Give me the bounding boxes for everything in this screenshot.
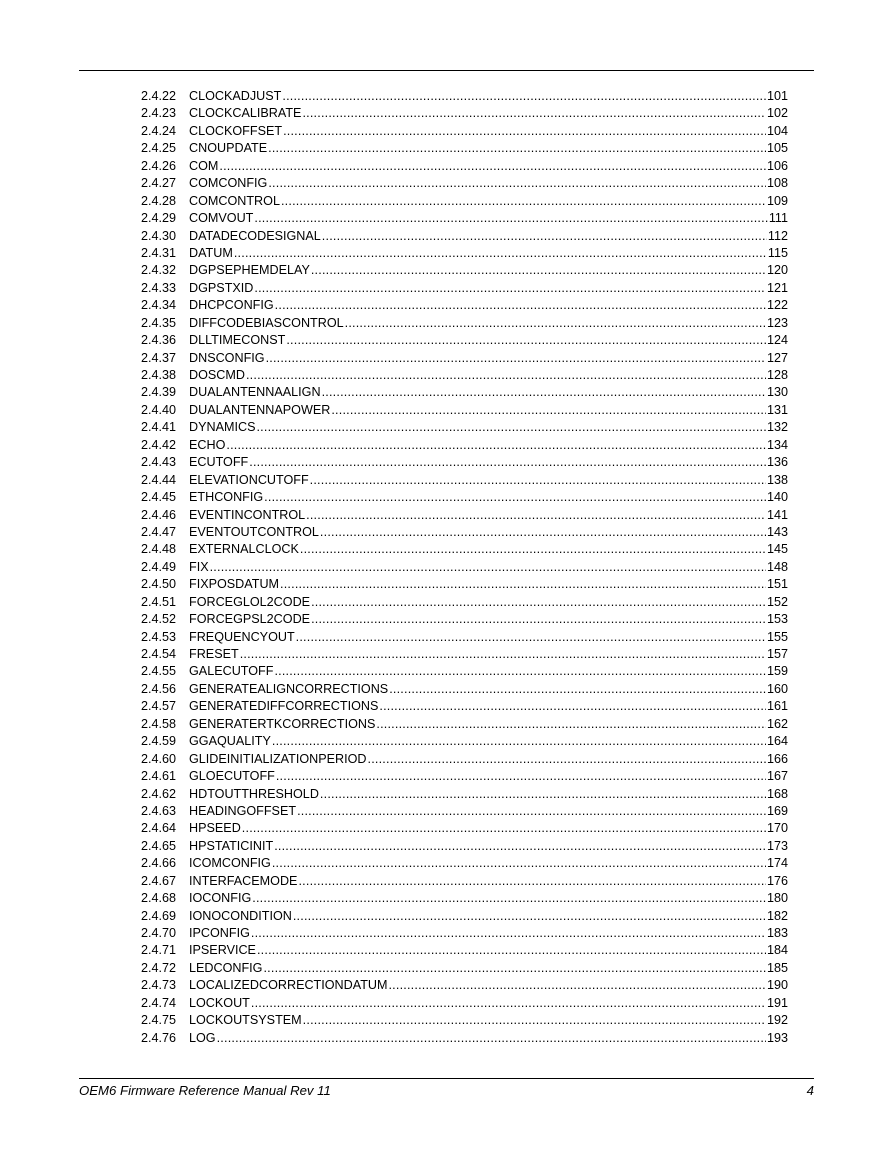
toc-entry[interactable] (141, 960, 788, 977)
toc-dot-leader (311, 594, 766, 611)
toc-dot-leader (286, 332, 766, 349)
toc-dot-leader (320, 786, 766, 803)
toc-entry-title[interactable]: COM (189, 158, 219, 173)
toc-entry[interactable] (141, 594, 788, 611)
toc-entry-number: 2.4.47 (141, 524, 177, 539)
toc-entry-number: 2.4.22 (141, 89, 177, 103)
toc-entry-page[interactable]: 131 (766, 402, 788, 417)
toc-entry[interactable] (141, 751, 788, 768)
toc-entry-number: 2.4.75 (141, 1013, 177, 1028)
toc-entry[interactable] (141, 367, 788, 384)
toc-entry-number: 2.4.52 (141, 612, 177, 627)
toc-dot-leader (226, 437, 766, 454)
toc-dot-leader (379, 698, 766, 715)
toc-entry-page[interactable]: 104 (766, 123, 788, 138)
footer-rule (79, 1078, 814, 1079)
toc-entry-title[interactable]: COMCONTROL (189, 193, 280, 208)
toc-entry-page[interactable]: 148 (766, 559, 788, 574)
toc-entry[interactable] (141, 228, 788, 245)
toc-entry[interactable] (141, 245, 788, 262)
toc-entry-page[interactable]: 141 (766, 507, 788, 522)
toc-entry-title[interactable]: LOCALIZEDCORRECTIONDATUM (189, 978, 388, 993)
toc-dot-leader (368, 751, 766, 768)
toc-entry-title[interactable]: GLIDEINITIALIZATIONPERIOD (189, 751, 367, 766)
toc-entry-number: 2.4.58 (141, 716, 177, 731)
toc-dot-leader (219, 158, 766, 175)
toc-dot-leader (266, 350, 766, 367)
toc-dot-leader (252, 890, 766, 907)
toc-entry-number: 2.4.51 (141, 594, 177, 609)
toc-entry-number: 2.4.53 (141, 629, 177, 644)
toc-entry-page[interactable]: 145 (766, 542, 788, 557)
toc-entry-title[interactable]: ELEVATIONCUTOFF (189, 472, 309, 487)
toc-entry[interactable] (141, 1030, 788, 1047)
toc-entry-title[interactable]: DUALANTENNAALIGN (189, 385, 321, 400)
toc-entry-number: 2.4.54 (141, 647, 177, 661)
toc-entry-number: 2.4.59 (141, 734, 177, 749)
toc-entry-page[interactable]: 108 (766, 176, 788, 191)
toc-entry-number: 2.4.63 (141, 803, 177, 818)
toc-dot-leader (276, 768, 766, 785)
toc-dot-leader (311, 611, 766, 628)
toc-dot-leader (263, 960, 766, 977)
toc-entry[interactable] (141, 193, 788, 210)
toc-entry[interactable] (141, 611, 788, 628)
toc-entry-title[interactable]: GLOECUTOFF (189, 769, 275, 784)
toc-dot-leader (306, 507, 766, 524)
toc-dot-leader (210, 559, 766, 576)
toc-entry-title[interactable]: DGPSTXID (189, 280, 254, 295)
toc-dot-leader (251, 995, 766, 1012)
toc-entry-number: 2.4.57 (141, 699, 177, 714)
toc-entry[interactable] (141, 350, 788, 367)
toc-entry-number: 2.4.29 (141, 211, 177, 226)
toc-entry-title[interactable]: ECHO (189, 437, 226, 452)
toc-entry[interactable] (141, 786, 788, 803)
toc-entry-number: 2.4.64 (141, 821, 177, 836)
toc-entry-number: 2.4.49 (141, 559, 177, 574)
toc-entry-page[interactable]: 157 (766, 647, 788, 661)
toc-entry-number: 2.4.61 (141, 769, 177, 784)
toc-entry-page[interactable]: 193 (766, 1030, 788, 1045)
toc-entry-title[interactable]: FIXPOSDATUM (189, 577, 280, 592)
toc-entry-title[interactable]: LOCKOUT (189, 995, 250, 1010)
toc-entry-number: 2.4.66 (141, 856, 177, 871)
toc-dot-leader (280, 576, 766, 593)
toc-entry[interactable] (141, 524, 788, 541)
toc-entry[interactable] (141, 995, 788, 1012)
toc-entry-title[interactable]: HEADINGOFFSET (189, 803, 297, 818)
toc-entry-title[interactable]: DHCPCONFIG (189, 298, 274, 313)
toc-dot-leader (376, 716, 766, 733)
toc-entry-title[interactable]: COMVOUT (189, 211, 254, 226)
toc-entry[interactable] (141, 332, 788, 349)
toc-entry-title[interactable]: DATUM (189, 245, 233, 260)
toc-entry[interactable] (141, 175, 788, 192)
toc-entry-page[interactable]: 132 (766, 420, 788, 435)
toc-entry-number: 2.4.26 (141, 158, 177, 173)
toc-dot-leader (389, 681, 766, 698)
toc-dot-leader (254, 280, 766, 297)
toc-dot-leader (345, 315, 766, 332)
toc-entry-number: 2.4.65 (141, 838, 177, 853)
toc-entry-page[interactable]: 128 (766, 368, 788, 382)
toc-dot-leader (303, 1012, 766, 1029)
toc-dot-leader (268, 140, 766, 157)
toc-entry-page[interactable]: 140 (766, 490, 788, 505)
toc-entry-number: 2.4.55 (141, 664, 177, 679)
toc-dot-leader (234, 245, 767, 262)
toc-entry[interactable] (141, 873, 788, 890)
toc-entry-page[interactable]: 159 (766, 664, 788, 679)
toc-entry[interactable] (141, 716, 788, 733)
toc-entry[interactable] (141, 472, 788, 489)
toc-entry[interactable] (141, 576, 788, 593)
toc-dot-leader (217, 1030, 766, 1047)
toc-entry-number: 2.4.39 (141, 385, 177, 400)
toc-entry[interactable] (141, 280, 788, 297)
toc-entry-page[interactable]: 169 (766, 803, 788, 818)
toc-entry-page[interactable]: 112 (767, 228, 788, 243)
toc-entry-page[interactable]: 106 (766, 158, 788, 173)
toc-entry-page[interactable]: 105 (766, 141, 788, 156)
toc-entry-page[interactable]: 184 (766, 943, 788, 958)
toc-entry-title[interactable]: FORCEGLOL2CODE (189, 594, 311, 609)
toc-dot-leader (274, 663, 766, 680)
toc-entry-page[interactable]: 102 (766, 106, 788, 121)
toc-dot-leader (322, 228, 767, 245)
toc-entry-title[interactable]: DIFFCODEBIASCONTROL (189, 315, 344, 330)
toc-entry-title[interactable]: DUALANTENNAPOWER (189, 402, 331, 417)
toc-entry-page[interactable]: 101 (766, 89, 788, 103)
toc-entry[interactable] (141, 733, 788, 750)
toc-entry-title[interactable]: DYNAMICS (189, 420, 256, 435)
toc-entry[interactable] (141, 384, 788, 401)
toc-dot-leader (264, 489, 766, 506)
toc-entry[interactable] (141, 646, 788, 663)
toc-entry-title[interactable]: INTERFACEMODE (189, 873, 298, 888)
toc-entry[interactable] (141, 925, 788, 942)
toc-entry-page[interactable]: 130 (766, 385, 788, 400)
toc-entry-number: 2.4.70 (141, 926, 177, 940)
toc-entry-page[interactable]: 123 (766, 315, 788, 330)
toc-entry-number: 2.4.73 (141, 978, 177, 993)
toc-entry[interactable] (141, 437, 788, 454)
toc-entry-title[interactable]: EVENTINCONTROL (189, 507, 306, 522)
toc-entry-number: 2.4.31 (141, 245, 177, 260)
toc-entry-page[interactable]: 174 (766, 856, 788, 871)
toc-entry-page[interactable]: 143 (766, 524, 788, 539)
toc-entry-page[interactable]: 168 (766, 786, 788, 801)
toc-entry-title[interactable]: ICOMCONFIG (189, 856, 271, 871)
toc-entry[interactable] (141, 629, 788, 646)
toc-entry-number: 2.4.41 (141, 420, 177, 435)
toc-entry-title[interactable]: LEDCONFIG (189, 960, 263, 975)
toc-entry[interactable] (141, 698, 788, 715)
toc-entry-title[interactable]: GENERATEDIFFCORRECTIONS (189, 699, 379, 714)
toc-entry-title[interactable]: ECUTOFF (189, 455, 249, 470)
toc-entry-title[interactable]: FRESET (189, 647, 239, 661)
toc-entry-title[interactable]: GENERATEALIGNCORRECTIONS (189, 681, 389, 696)
toc-entry-page[interactable]: 155 (766, 629, 788, 644)
toc-entry-title[interactable]: HDTOUTTHRESHOLD (189, 786, 319, 801)
toc-entry[interactable] (141, 908, 788, 925)
toc-entry-page[interactable]: 192 (766, 1013, 788, 1028)
toc-entry-title[interactable]: IOCONFIG (189, 891, 252, 906)
toc-entry-number: 2.4.27 (141, 176, 177, 191)
toc-entry[interactable] (141, 1012, 788, 1029)
toc-entry-page[interactable]: 191 (766, 995, 788, 1010)
toc-entry-number: 2.4.76 (141, 1030, 177, 1045)
toc-entry-number: 2.4.69 (141, 908, 177, 923)
toc-dot-leader (242, 820, 766, 837)
toc-entry-page[interactable]: 121 (766, 280, 788, 295)
toc-entry-page[interactable]: 182 (766, 908, 788, 923)
toc-dot-leader (320, 524, 766, 541)
toc-dot-leader (257, 942, 766, 959)
toc-entry-title[interactable]: FORCEGPSL2CODE (189, 612, 311, 627)
toc-entry-page[interactable]: 111 (768, 211, 788, 226)
toc-entry-page[interactable]: 153 (766, 612, 788, 627)
toc-entry-page[interactable]: 160 (766, 681, 788, 696)
toc-entry[interactable] (141, 123, 788, 140)
header-rule (79, 70, 814, 71)
toc-entry-page[interactable]: 152 (766, 594, 788, 609)
toc-entry-title[interactable]: IPSERVICE (189, 943, 256, 958)
toc-entry-number: 2.4.40 (141, 402, 177, 417)
toc-dot-leader (331, 402, 766, 419)
toc-entry-number: 2.4.28 (141, 193, 177, 208)
toc-entry-title[interactable]: GGAQUALITY (189, 734, 271, 749)
toc-entry-page[interactable]: 164 (766, 734, 788, 749)
toc-entry-page[interactable]: 183 (766, 926, 788, 940)
toc-entry-number: 2.4.35 (141, 315, 177, 330)
toc-entry-title[interactable]: COMCONFIG (189, 176, 268, 191)
toc-entry[interactable] (141, 454, 788, 471)
toc-entry-title[interactable]: DLLTIMECONST (189, 333, 286, 348)
toc-entry[interactable] (141, 681, 788, 698)
toc-entry-number: 2.4.68 (141, 891, 177, 906)
toc-entry[interactable] (141, 838, 788, 855)
toc-dot-leader (282, 88, 766, 105)
toc-entry-page[interactable]: 180 (766, 891, 788, 906)
toc-entry-title[interactable]: HPSEED (189, 821, 241, 836)
toc-entry[interactable] (141, 803, 788, 820)
toc-entry-title[interactable]: EXTERNALCLOCK (189, 542, 299, 557)
toc-entry-title[interactable]: DGPSEPHEMDELAY (189, 263, 310, 278)
toc-entry-page[interactable]: 124 (766, 333, 788, 348)
toc-entry-title[interactable]: CLOCKADJUST (189, 89, 282, 103)
toc-dot-leader (256, 419, 766, 436)
toc-entry[interactable] (141, 210, 788, 227)
toc-dot-leader (249, 454, 766, 471)
toc-entry[interactable] (141, 140, 788, 157)
toc-entry-page[interactable]: 120 (766, 263, 788, 278)
toc-entry-number: 2.4.48 (141, 542, 177, 557)
toc-dot-leader (281, 193, 766, 210)
toc-entry-number: 2.4.34 (141, 298, 177, 313)
toc-entry[interactable] (141, 105, 788, 122)
toc-entry-number: 2.4.23 (141, 106, 177, 121)
toc-entry[interactable] (141, 663, 788, 680)
toc-entry-title[interactable]: DATADECODESIGNAL (189, 228, 321, 243)
toc-entry-number: 2.4.50 (141, 577, 177, 592)
toc-entry-page[interactable]: 151 (766, 577, 788, 592)
toc-dot-leader (272, 855, 766, 872)
toc-entry-title[interactable]: IPCONFIG (189, 926, 250, 940)
toc-entry-title[interactable]: CLOCKOFFSET (189, 123, 283, 138)
toc-entry[interactable] (141, 820, 788, 837)
toc-dot-leader (275, 297, 766, 314)
toc-entry-number: 2.4.36 (141, 333, 177, 348)
toc-dot-leader (300, 541, 766, 558)
toc-entry[interactable] (141, 768, 788, 785)
toc-entry[interactable] (141, 402, 788, 419)
toc-entry-title[interactable]: CNOUPDATE (189, 141, 268, 156)
toc-dot-leader (268, 175, 766, 192)
toc-dot-leader (298, 873, 766, 890)
toc-entry-page[interactable]: 173 (766, 838, 788, 853)
toc-entry-number: 2.4.56 (141, 681, 177, 696)
toc-dot-leader (251, 925, 766, 942)
toc-entry[interactable] (141, 977, 788, 994)
toc-entry-page[interactable]: 176 (766, 873, 788, 888)
toc-entry-number: 2.4.44 (141, 472, 177, 487)
toc-entry[interactable] (141, 489, 788, 506)
toc-dot-leader (272, 733, 766, 750)
toc-entry-title[interactable]: FIX (189, 559, 209, 574)
toc-entry[interactable] (141, 315, 788, 332)
toc-entry-number: 2.4.67 (141, 873, 177, 888)
toc-entry-title[interactable]: GENERATERTKCORRECTIONS (189, 716, 376, 731)
toc-entry-title[interactable]: ETHCONFIG (189, 490, 264, 505)
toc-dot-leader (302, 105, 766, 122)
toc-entry-page[interactable]: 166 (766, 751, 788, 766)
toc-entry-page[interactable]: 185 (766, 960, 788, 975)
toc-entry[interactable] (141, 507, 788, 524)
toc-entry-title[interactable]: LOCKOUTSYSTEM (189, 1013, 302, 1028)
toc-entry-page[interactable]: 167 (766, 769, 788, 784)
toc-dot-leader (274, 838, 766, 855)
toc-entry[interactable] (141, 419, 788, 436)
toc-entry-number: 2.4.42 (141, 437, 177, 452)
toc-entry-number: 2.4.24 (141, 123, 177, 138)
toc-entry-title[interactable]: FREQUENCYOUT (189, 629, 295, 644)
toc-entry[interactable] (141, 559, 788, 576)
toc-entry-number: 2.4.43 (141, 455, 177, 470)
toc-entry-title[interactable]: CLOCKCALIBRATE (189, 106, 302, 121)
toc-entry-title[interactable]: IONOCONDITION (189, 908, 292, 923)
toc-entry-number: 2.4.71 (141, 943, 177, 958)
toc-entry-number: 2.4.33 (141, 280, 177, 295)
footer-manual-title: OEM6 Firmware Reference Manual Rev 11 (79, 1083, 331, 1098)
toc-dot-leader (311, 262, 766, 279)
toc-entry[interactable] (141, 158, 788, 175)
footer-page-number: 4 (806, 1083, 814, 1098)
toc-entry-page[interactable]: 138 (766, 472, 788, 487)
toc-entry-number: 2.4.62 (141, 786, 177, 801)
toc-entry-title[interactable]: DNSCONFIG (189, 350, 265, 365)
toc-entry[interactable] (141, 88, 788, 105)
toc-dot-leader (246, 367, 766, 384)
table-of-contents (141, 88, 788, 1047)
toc-entry[interactable] (141, 541, 788, 558)
toc-entry-title[interactable]: HPSTATICINIT (189, 838, 274, 853)
toc-entry-page[interactable]: 136 (766, 455, 788, 470)
toc-entry[interactable] (141, 890, 788, 907)
toc-dot-leader (254, 210, 767, 227)
toc-dot-leader (322, 384, 766, 401)
toc-entry-page[interactable]: 134 (766, 437, 788, 452)
toc-entry-title[interactable]: EVENTOUTCONTROL (189, 524, 319, 539)
toc-entry-page[interactable]: 122 (766, 298, 788, 313)
toc-dot-leader (388, 977, 766, 994)
toc-entry-number: 2.4.32 (141, 263, 177, 278)
toc-entry-title[interactable]: LOG (189, 1030, 216, 1045)
toc-entry-page[interactable]: 161 (766, 699, 788, 714)
toc-entry-page[interactable]: 109 (766, 193, 788, 208)
toc-entry-number: 2.4.37 (141, 350, 177, 365)
toc-entry-number: 2.4.46 (141, 507, 177, 522)
toc-dot-leader (297, 803, 766, 820)
toc-entry-page[interactable]: 190 (766, 978, 788, 993)
toc-entry-number: 2.4.74 (141, 995, 177, 1010)
toc-entry[interactable] (141, 297, 788, 314)
toc-entry[interactable] (141, 942, 788, 959)
toc-dot-leader (283, 123, 766, 140)
toc-entry-page[interactable]: 127 (766, 350, 788, 365)
toc-entry-number: 2.4.25 (141, 141, 177, 156)
toc-dot-leader (296, 629, 766, 646)
toc-dot-leader (293, 908, 766, 925)
toc-dot-leader (310, 472, 766, 489)
toc-entry[interactable] (141, 855, 788, 872)
toc-entry-page[interactable]: 170 (766, 821, 788, 836)
toc-entry[interactable] (141, 262, 788, 279)
toc-entry-page[interactable]: 162 (766, 716, 788, 731)
toc-entry-page[interactable]: 115 (767, 245, 788, 260)
toc-entry-number: 2.4.45 (141, 490, 177, 505)
toc-entry-number: 2.4.60 (141, 751, 177, 766)
toc-entry-number: 2.4.72 (141, 960, 177, 975)
toc-entry-title[interactable]: GALECUTOFF (189, 664, 274, 679)
toc-entry-number: 2.4.38 (141, 368, 177, 382)
toc-entry-title[interactable]: DOSCMD (189, 368, 245, 382)
toc-entry-number: 2.4.30 (141, 228, 177, 243)
toc-dot-leader (240, 646, 766, 663)
